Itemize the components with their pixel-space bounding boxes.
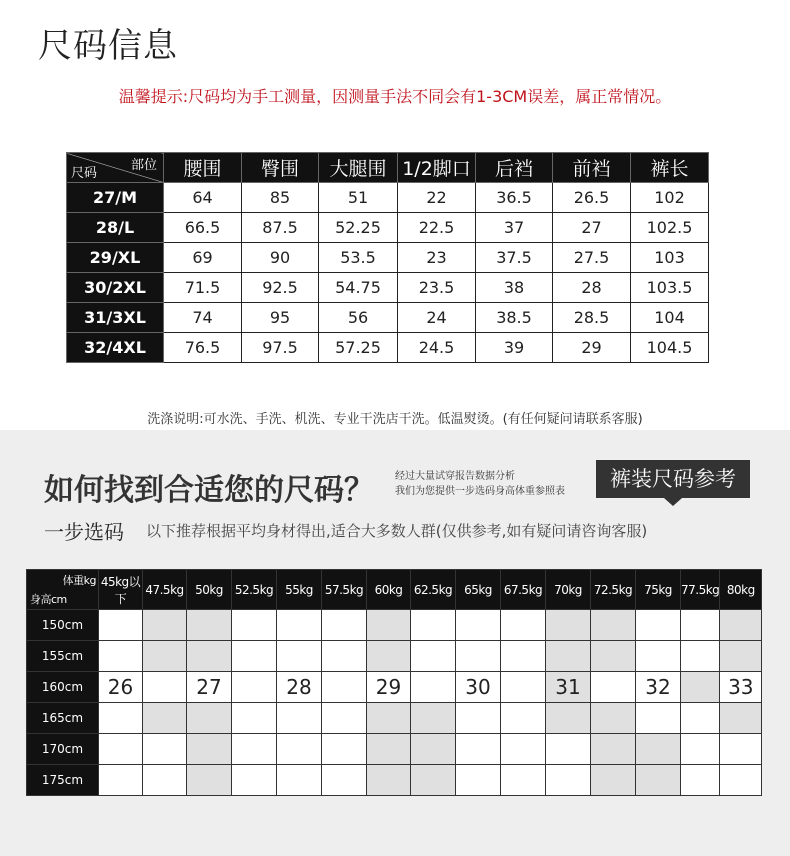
rec-cell	[720, 734, 762, 765]
corner-part-label: 部位	[130, 158, 157, 173]
rec-cell	[99, 641, 143, 672]
recommended-size-cell: 33	[720, 672, 762, 703]
rec-cell	[277, 641, 322, 672]
rec-cell	[277, 734, 322, 765]
rec-cell	[456, 610, 501, 641]
rec-cell	[411, 765, 456, 796]
pants-size-badge: 裤装尺码参考	[596, 460, 750, 498]
recommended-size-cell: 30	[456, 672, 501, 703]
rec-table-corner	[27, 570, 99, 610]
rec-cell	[367, 610, 411, 641]
rec-cell	[591, 765, 636, 796]
step-description: 以下推荐根据平均身材得出,适合大多数人群(仅供参考,如有疑问请咨询客服)	[146, 522, 648, 540]
weight-header: 62.5kg	[411, 570, 456, 610]
size-value-cell: 90	[242, 243, 319, 273]
rec-cell	[99, 734, 143, 765]
rec-cell	[99, 703, 143, 734]
size-value-cell: 36.5	[476, 183, 553, 213]
rec-cell	[322, 641, 367, 672]
rec-cell	[322, 703, 367, 734]
size-table-corner	[67, 153, 164, 183]
rec-cell	[143, 610, 187, 641]
size-value-cell: 66.5	[164, 213, 242, 243]
rec-cell	[143, 641, 187, 672]
rec-cell	[501, 734, 546, 765]
rec-cell	[367, 703, 411, 734]
size-value-cell: 85	[242, 183, 319, 213]
rec-cell	[681, 703, 720, 734]
size-value-cell: 104.5	[631, 333, 709, 363]
rec-cell	[367, 641, 411, 672]
col-header: 腰围	[164, 153, 242, 183]
rec-cell	[720, 610, 762, 641]
size-value-cell: 57.25	[319, 333, 398, 363]
rec-cell	[322, 610, 367, 641]
rec-cell	[681, 610, 720, 641]
size-value-cell: 22.5	[398, 213, 476, 243]
guide-note	[395, 469, 565, 499]
rec-cell	[277, 703, 322, 734]
badge-pointer	[664, 498, 682, 506]
step-title: 一步选码	[44, 520, 124, 544]
size-value-cell: 23.5	[398, 273, 476, 303]
weight-header: 70kg	[546, 570, 591, 610]
rec-cell	[187, 610, 232, 641]
rec-cell	[591, 641, 636, 672]
col-header: 后裆	[476, 153, 553, 183]
rec-cell	[501, 672, 546, 703]
size-value-cell: 74	[164, 303, 242, 333]
rec-cell	[367, 765, 411, 796]
weight-header: 77.5kg	[681, 570, 720, 610]
size-row-label: 31/3XL	[67, 303, 164, 333]
rec-cell	[456, 703, 501, 734]
size-value-cell: 95	[242, 303, 319, 333]
corner-height-label: 身高cm	[30, 593, 67, 606]
size-value-cell: 27.5	[553, 243, 631, 273]
rec-cell	[367, 734, 411, 765]
size-row-label: 27/M	[67, 183, 164, 213]
height-label: 165cm	[27, 703, 99, 734]
rec-cell	[720, 703, 762, 734]
rec-cell	[411, 703, 456, 734]
recommended-size-cell: 28	[277, 672, 322, 703]
guide-heading: 如何找到合适您的尺码？	[44, 473, 374, 508]
size-value-cell: 56	[319, 303, 398, 333]
rec-cell	[636, 734, 681, 765]
corner-size-label: 尺码	[71, 166, 98, 181]
rec-cell	[143, 672, 187, 703]
weight-header: 55kg	[277, 570, 322, 610]
rec-cell	[456, 641, 501, 672]
weight-header: 57.5kg	[322, 570, 367, 610]
size-value-cell: 37	[476, 213, 553, 243]
size-value-cell: 51	[319, 183, 398, 213]
rec-cell	[591, 734, 636, 765]
rec-cell	[277, 765, 322, 796]
rec-cell	[99, 765, 143, 796]
size-row	[67, 273, 709, 303]
height-row	[27, 672, 762, 703]
size-row-label: 29/XL	[67, 243, 164, 273]
weight-header: 52.5kg	[232, 570, 277, 610]
height-label: 175cm	[27, 765, 99, 796]
rec-cell	[546, 703, 591, 734]
weight-header: 50kg	[187, 570, 232, 610]
size-value-cell: 104	[631, 303, 709, 333]
rec-cell	[681, 672, 720, 703]
weight-header: 80kg	[720, 570, 762, 610]
rec-cell	[187, 641, 232, 672]
rec-header-row	[27, 570, 762, 610]
recommended-size-cell: 27	[187, 672, 232, 703]
rec-cell	[501, 765, 546, 796]
rec-cell	[681, 734, 720, 765]
weight-header: 67.5kg	[501, 570, 546, 610]
size-value-cell: 102	[631, 183, 709, 213]
height-label: 155cm	[27, 641, 99, 672]
size-value-cell: 97.5	[242, 333, 319, 363]
height-row	[27, 765, 762, 796]
rec-cell	[591, 672, 636, 703]
weight-header: 47.5kg	[143, 570, 187, 610]
rec-cell	[322, 672, 367, 703]
rec-cell	[232, 610, 277, 641]
col-header: 1/2脚口	[398, 153, 476, 183]
rec-cell	[411, 641, 456, 672]
weight-header: 75kg	[636, 570, 681, 610]
rec-cell	[143, 734, 187, 765]
size-row-label: 30/2XL	[67, 273, 164, 303]
col-header: 前裆	[553, 153, 631, 183]
rec-cell	[277, 610, 322, 641]
rec-cell	[187, 765, 232, 796]
recommended-size-cell: 32	[636, 672, 681, 703]
rec-cell	[591, 703, 636, 734]
size-value-cell: 102.5	[631, 213, 709, 243]
rec-cell	[411, 672, 456, 703]
rec-cell	[232, 734, 277, 765]
rec-cell	[322, 734, 367, 765]
size-value-cell: 54.75	[319, 273, 398, 303]
height-row	[27, 610, 762, 641]
size-value-cell: 27	[553, 213, 631, 243]
col-header: 大腿围	[319, 153, 398, 183]
rec-cell	[720, 641, 762, 672]
height-row	[27, 703, 762, 734]
height-label: 150cm	[27, 610, 99, 641]
wash-instructions: 洗涤说明:可水洗、手洗、机洗、专业干洗店干洗。低温熨烫。(有任何疑问请联系客服)	[147, 412, 643, 427]
size-row	[67, 183, 709, 213]
weight-header: 60kg	[367, 570, 411, 610]
size-value-cell: 37.5	[476, 243, 553, 273]
rec-cell	[636, 765, 681, 796]
size-value-cell: 87.5	[242, 213, 319, 243]
size-value-cell: 24	[398, 303, 476, 333]
rec-cell	[636, 641, 681, 672]
size-table	[66, 152, 709, 363]
size-value-cell: 28	[553, 273, 631, 303]
guide-note-line: 经过大量试穿报告数据分析	[395, 471, 515, 482]
rec-cell	[232, 641, 277, 672]
rec-cell	[456, 734, 501, 765]
rec-cell	[501, 641, 546, 672]
rec-cell	[546, 734, 591, 765]
rec-cell	[636, 610, 681, 641]
size-value-cell: 22	[398, 183, 476, 213]
rec-cell	[501, 703, 546, 734]
rec-cell	[636, 703, 681, 734]
size-row	[67, 303, 709, 333]
recommended-size-cell: 26	[99, 672, 143, 703]
rec-cell	[232, 703, 277, 734]
size-row	[67, 243, 709, 273]
size-table-header-row	[67, 153, 709, 183]
rec-cell	[720, 765, 762, 796]
rec-cell	[681, 765, 720, 796]
size-value-cell: 71.5	[164, 273, 242, 303]
col-header: 臀围	[242, 153, 319, 183]
size-row-label: 28/L	[67, 213, 164, 243]
size-row	[67, 333, 709, 363]
rec-cell	[501, 610, 546, 641]
weight-header: 72.5kg	[591, 570, 636, 610]
rec-cell	[546, 765, 591, 796]
rec-cell	[681, 641, 720, 672]
size-value-cell: 103	[631, 243, 709, 273]
col-header: 裤长	[631, 153, 709, 183]
weight-header: 65kg	[456, 570, 501, 610]
size-value-cell: 53.5	[319, 243, 398, 273]
height-row	[27, 734, 762, 765]
size-row-label: 32/4XL	[67, 333, 164, 363]
size-value-cell: 76.5	[164, 333, 242, 363]
rec-cell	[99, 610, 143, 641]
height-row	[27, 641, 762, 672]
measurement-tip: 温馨提示:尺码均为手工测量，因测量手法不同会有1-3CM误差，属正常情况。	[118, 87, 672, 106]
size-value-cell: 103.5	[631, 273, 709, 303]
rec-cell	[322, 765, 367, 796]
weight-header: 45kg以下	[99, 570, 143, 610]
size-value-cell: 24.5	[398, 333, 476, 363]
rec-cell	[187, 734, 232, 765]
recommendation-table	[26, 569, 762, 796]
size-value-cell: 39	[476, 333, 553, 363]
height-label: 170cm	[27, 734, 99, 765]
recommended-size-cell: 29	[367, 672, 411, 703]
rec-cell	[232, 765, 277, 796]
rec-cell	[232, 672, 277, 703]
size-value-cell: 52.25	[319, 213, 398, 243]
size-value-cell: 64	[164, 183, 242, 213]
rec-cell	[411, 610, 456, 641]
size-value-cell: 23	[398, 243, 476, 273]
recommended-size-cell: 31	[546, 672, 591, 703]
rec-cell	[143, 703, 187, 734]
rec-cell	[546, 610, 591, 641]
rec-cell	[411, 734, 456, 765]
rec-cell	[591, 610, 636, 641]
size-value-cell: 28.5	[553, 303, 631, 333]
guide-note-line: 我们为您提供一步选码身高体重参照表	[395, 486, 565, 497]
size-row	[67, 213, 709, 243]
page-title: 尺码信息	[38, 26, 178, 66]
corner-weight-label: 体重kg	[62, 574, 96, 587]
height-label: 160cm	[27, 672, 99, 703]
rec-cell	[187, 703, 232, 734]
size-value-cell: 92.5	[242, 273, 319, 303]
rec-cell	[456, 765, 501, 796]
size-value-cell: 69	[164, 243, 242, 273]
rec-cell	[546, 641, 591, 672]
size-value-cell: 26.5	[553, 183, 631, 213]
rec-cell	[143, 765, 187, 796]
size-value-cell: 38	[476, 273, 553, 303]
size-value-cell: 29	[553, 333, 631, 363]
size-value-cell: 38.5	[476, 303, 553, 333]
